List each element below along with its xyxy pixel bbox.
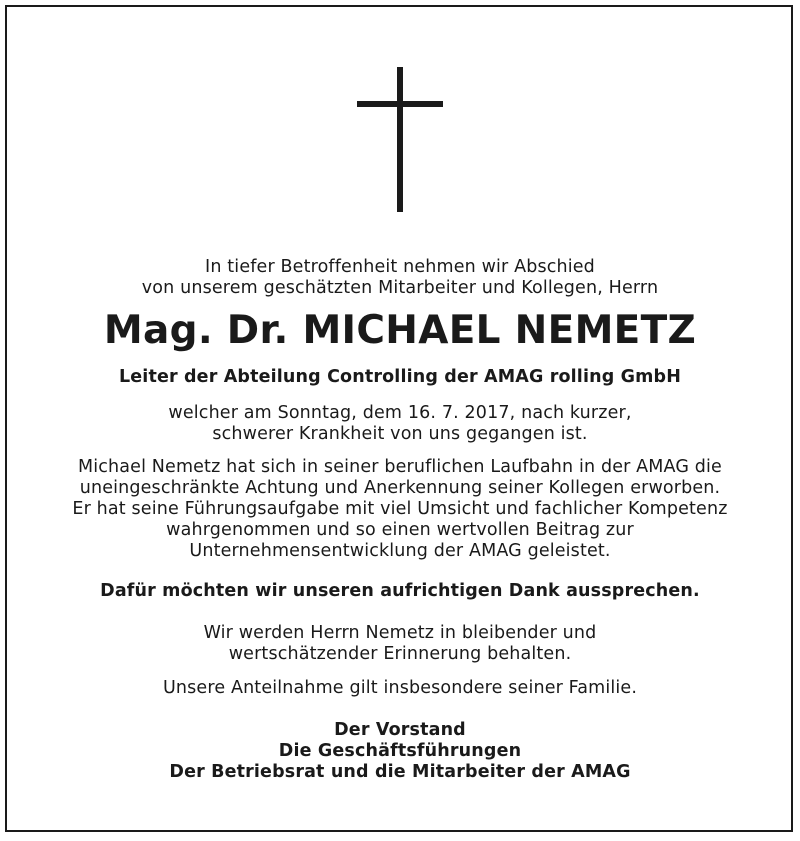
death-notice-line: welcher am Sonntag, dem 16. 7. 2017, nach kurzer,	[168, 403, 632, 423]
signatory: Der Vorstand	[334, 720, 466, 740]
tribute-line: Er hat seine Führungsaufgabe mit viel Umsicht und fachlicher Kompetenz	[72, 499, 728, 519]
tribute-line: Michael Nemetz hat sich in seiner beruflichen Laufbahn in der AMAG die	[78, 457, 722, 477]
death-notice-line: schwerer Krankheit von uns gegangen ist.	[212, 424, 588, 444]
intro-line: von unserem geschätzten Mitarbeiter und Kollegen, Herrn	[141, 278, 659, 298]
tribute-line: wahrgenommen und so einen wertvollen Beitrag zur	[166, 520, 634, 540]
memory-line: wertschätzender Erinnerung behalten.	[228, 644, 572, 664]
deceased-position: Leiter der Abteilung Controlling der AMAG rolling GmbH	[118, 367, 682, 387]
intro-line: In tiefer Betroffenheit nehmen wir Abschied	[205, 257, 595, 277]
signatory: Die Geschäftsführungen	[278, 741, 522, 761]
memory-line: Wir werden Herrn Nemetz in bleibender und	[203, 623, 597, 643]
thanks-statement: Dafür möchten wir unseren aufrichtigen Dank aussprechen.	[100, 581, 700, 601]
deceased-name: Mag. Dr. MICHAEL NEMETZ	[103, 308, 697, 353]
signatory: Der Betriebsrat und die Mitarbeiter der AMAG	[169, 762, 631, 782]
tribute-line: Unternehmensentwicklung der AMAG geleistet.	[189, 541, 611, 561]
tribute-line: uneingeschränkte Achtung und Anerkennung seiner Kollegen erworben.	[79, 478, 721, 498]
condolence-line: Unsere Anteilnahme gilt insbesondere seiner Familie.	[162, 678, 638, 698]
